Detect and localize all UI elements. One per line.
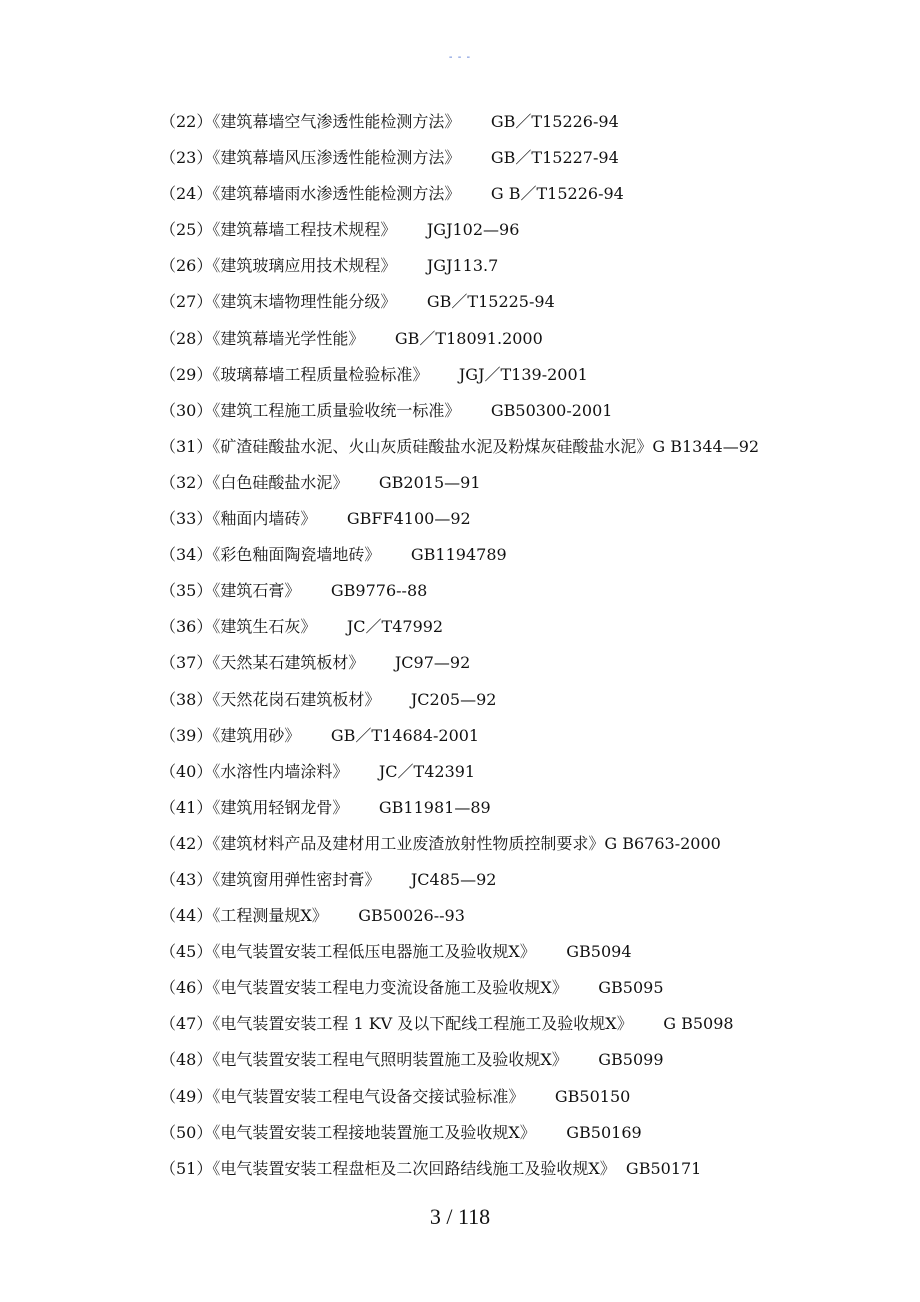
header-mark: - - - xyxy=(448,52,472,63)
list-item: （24）《建筑幕墙雨水渗透性能检测方法》 G B／T15226-94 xyxy=(160,184,624,204)
list-item: （50）《电气装置安装工程接地装置施工及验收规X》 GB50169 xyxy=(160,1122,642,1142)
list-item: （27）《建筑末墙物理性能分级》 GB／T15225-94 xyxy=(160,292,555,312)
list-item: （34）《彩色釉面陶瓷墙地砖》 GB1194789 xyxy=(160,545,507,565)
list-item: （31）《矿渣硅酸盐水泥、火山灰质硅酸盐水泥及粉煤灰硅酸盐水泥》G B1344—92 xyxy=(160,436,760,456)
list-item: （35）《建筑石膏》 GB9776--88 xyxy=(160,581,428,601)
list-item: （42）《建筑材料产品及建材用工业废渣放射性物质控制要求》G B6763-2000 xyxy=(160,833,721,853)
list-item: （33）《釉面内墙砖》 GBFF4100—92 xyxy=(160,509,471,529)
list-item: （46）《电气装置安装工程电力变流设备施工及验收规X》 GB5095 xyxy=(160,978,664,998)
list-item: （37）《天然某石建筑板材》 JC97—92 xyxy=(160,653,471,673)
list-item: （23）《建筑幕墙风压渗透性能检测方法》 GB／T15227-94 xyxy=(160,148,619,168)
list-item: （51）《电气装置安装工程盘柜及二次回路结线施工及验收规X》 GB50171 xyxy=(160,1158,702,1178)
list-item: （44）《工程测量规X》 GB50026--93 xyxy=(160,906,465,926)
list-item: （26）《建筑玻璃应用技术规程》 JGJ113.7 xyxy=(160,256,499,276)
list-item: （47）《电气装置安装工程 1 KV 及以下配线工程施工及验收规X》 G B5098 xyxy=(160,1014,734,1034)
list-item: （39）《建筑用砂》 GB／T14684-2001 xyxy=(160,725,480,745)
standards-list xyxy=(160,104,880,1187)
list-item: （41）《建筑用轻钢龙骨》 GB11981—89 xyxy=(160,797,491,817)
list-item: （28）《建筑幕墙光学性能》 GB／T18091.2000 xyxy=(160,328,543,348)
list-item: （43）《建筑窗用弹性密封膏》 JC485—92 xyxy=(160,869,497,889)
page-number: 3 / 118 xyxy=(429,1204,491,1229)
list-item: （32）《白色硅酸盐水泥》 GB2015—91 xyxy=(160,472,481,492)
list-item: （36）《建筑生石灰》 JC／T47992 xyxy=(160,617,444,637)
list-item: （25）《建筑幕墙工程技术规程》 JGJ102—96 xyxy=(160,220,520,240)
list-item: （30）《建筑工程施工质量验收统一标准》 GB50300-2001 xyxy=(160,400,613,420)
list-item: （22）《建筑幕墙空气渗透性能检测方法》 GB／T15226-94 xyxy=(160,112,619,131)
list-item: （49）《电气装置安装工程电气设备交接试验标准》 GB50150 xyxy=(160,1086,631,1106)
list-item: （48）《电气装置安装工程电气照明装置施工及验收规X》 GB5099 xyxy=(160,1050,664,1070)
list-item: （38）《天然花岗石建筑板材》 JC205—92 xyxy=(160,689,497,709)
list-item: （45）《电气装置安装工程低压电器施工及验收规X》 GB5094 xyxy=(160,942,632,962)
list-item: （40）《水溶性内墙涂料》 JC／T42391 xyxy=(160,761,476,781)
list-item: （29）《玻璃幕墙工程质量检验标准》 JGJ／T139-2001 xyxy=(160,364,588,384)
